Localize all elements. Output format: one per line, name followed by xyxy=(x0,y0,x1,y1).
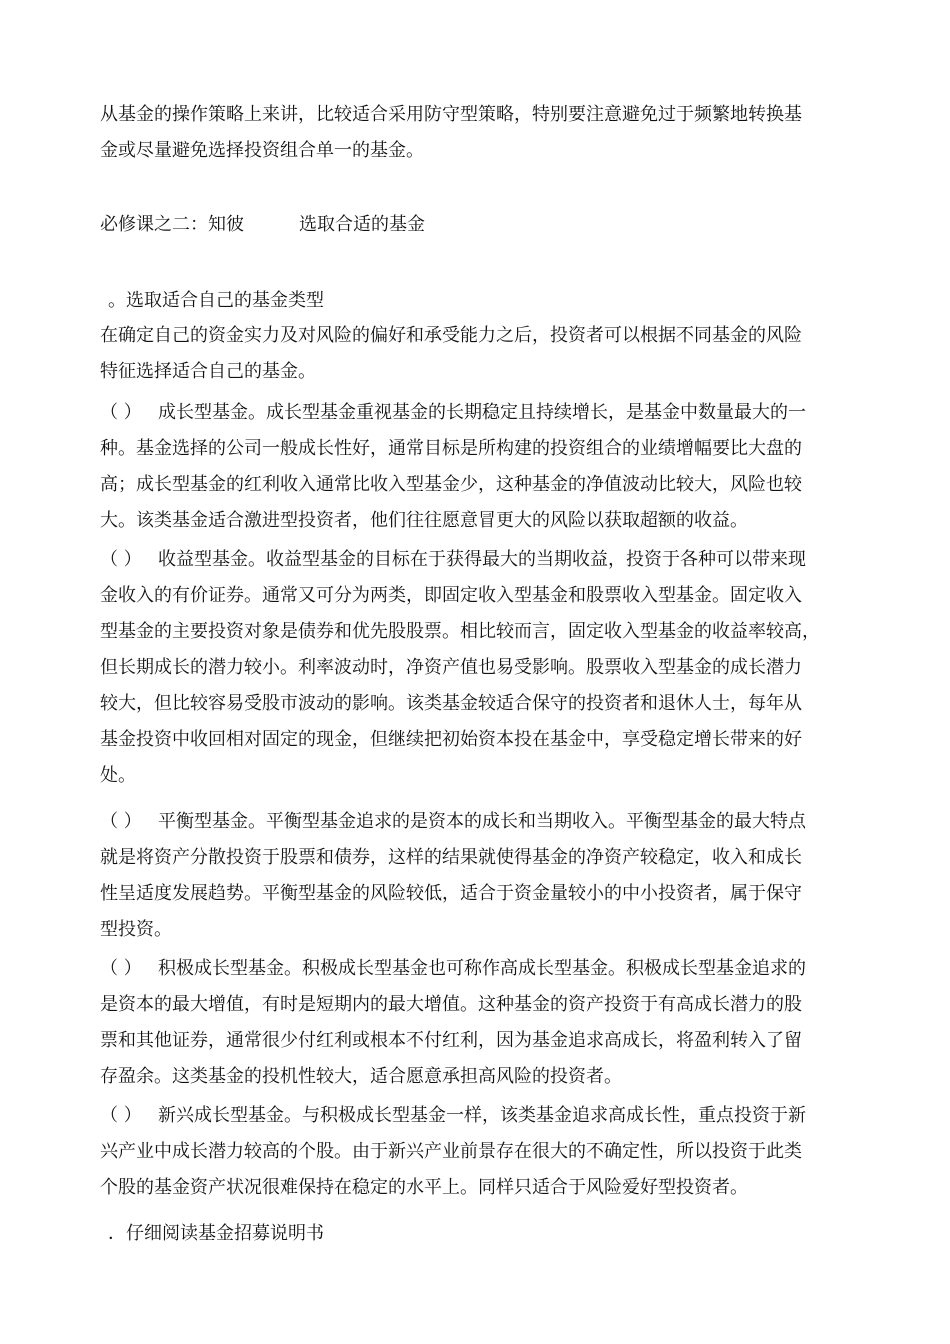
fund-type-line: 基金投资中收回相对固定的现金，但继续把初始资本投在基金中，享受稳定增长带来的好 xyxy=(100,729,802,750)
fund-type-line: 处。 xyxy=(100,765,136,786)
fund-type-line: 型投资。 xyxy=(100,919,172,940)
fund-type-line: 但长期成长的潜力较小。利率波动时，净资产值也易受影响。股票收入型基金的成长潜力 xyxy=(100,657,802,678)
fund-type-line: 型基金的主要投资对象是债券和优先股股票。相比较而言，固定收入型基金的收益率较高， xyxy=(100,621,820,642)
fund-type-line: 兴产业中成长潜力较高的个股。由于新兴产业前景存在很大的不确定性，所以投资于此类 xyxy=(100,1141,802,1162)
fund-type-line xyxy=(100,957,860,981)
fund-type-line xyxy=(100,810,860,834)
fund-type-line xyxy=(100,401,860,425)
intro-line: 金或尽量避免选择投资组合单一的基金。 xyxy=(100,140,424,161)
fund-type-line: 金收入的有价证券。通常又可分为两类，即固定收入型基金和股票收入型基金。固定收入 xyxy=(100,585,802,606)
fund-type-text: 积极成长型基金。积极成长型基金也可称作高成长型基金。积极成长型基金追求的 xyxy=(158,958,806,979)
fund-type-line: 大。该类基金适合激进型投资者，他们往往愿意冒更大的风险以获取超额的收益。 xyxy=(100,510,748,531)
fund-type-line: 较大，但比较容易受股市波动的影响。该类基金较适合保守的投资者和退休人士，每年从 xyxy=(100,693,802,714)
fund-type-text: 新兴成长型基金。与积极成长型基金一样，该类基金追求高成长性，重点投资于新 xyxy=(158,1105,806,1126)
section-heading-left: 必修课之二：知彼 xyxy=(100,214,244,235)
fund-type-text: 收益型基金。收益型基金的目标在于获得最大的当期收益，投资于各种可以带来现 xyxy=(158,549,806,570)
paragraph-line: 特征选择适合自己的基金。 xyxy=(100,361,316,382)
item-marker: （ ） xyxy=(100,811,142,832)
section-heading xyxy=(100,213,860,237)
fund-type-line xyxy=(100,1104,860,1128)
item-marker: （ ） xyxy=(100,1105,142,1126)
intro-line: 从基金的操作策略上来讲，比较适合采用防守型策略，特别要注意避免过于频繁地转换基 xyxy=(100,104,802,125)
fund-type-line: 是资本的最大增值，有时是短期内的最大增值。这种基金的资产投资于有高成长潜力的股 xyxy=(100,994,802,1015)
fund-type-line: 个股的基金资产状况很难保持在稳定的水平上。同样只适合于风险爱好型投资者。 xyxy=(100,1177,748,1198)
fund-type-text: 平衡型基金。平衡型基金追求的是资本的成长和当期收入。平衡型基金的最大特点 xyxy=(158,811,806,832)
subsection-title: 。选取适合自己的基金类型 xyxy=(108,290,324,311)
item-marker: （ ） xyxy=(100,958,142,979)
item-marker: （ ） xyxy=(100,549,142,570)
section-heading-right: 选取合适的基金 xyxy=(299,214,425,235)
fund-type-line: 就是将资产分散投资于股票和债券，这样的结果就使得基金的净资产较稳定，收入和成长 xyxy=(100,847,802,868)
fund-type-line: 票和其他证券，通常很少付红利或根本不付红利，因为基金追求高成长，将盈利转入了留 xyxy=(100,1030,802,1051)
subsection-title: ．仔细阅读基金招募说明书 xyxy=(108,1223,324,1244)
fund-type-line: 性呈适度发展趋势。平衡型基金的风险较低，适合于资金量较小的中小投资者，属于保守 xyxy=(100,883,802,904)
paragraph-line: 在确定自己的资金实力及对风险的偏好和承受能力之后，投资者可以根据不同基金的风险 xyxy=(100,325,802,346)
item-marker: （ ） xyxy=(100,402,142,423)
fund-type-line xyxy=(100,548,860,572)
fund-type-line: 种。基金选择的公司一般成长性好，通常目标是所构建的投资组合的业绩增幅要比大盘的 xyxy=(100,438,802,459)
fund-type-line: 存盈余。这类基金的投机性较大，适合愿意承担高风险的投资者。 xyxy=(100,1066,622,1087)
fund-type-line: 高；成长型基金的红利收入通常比收入型基金少，这种基金的净值波动比较大，风险也较 xyxy=(100,474,802,495)
fund-type-text: 成长型基金。成长型基金重视基金的长期稳定且持续增长，是基金中数量最大的一 xyxy=(158,402,806,423)
